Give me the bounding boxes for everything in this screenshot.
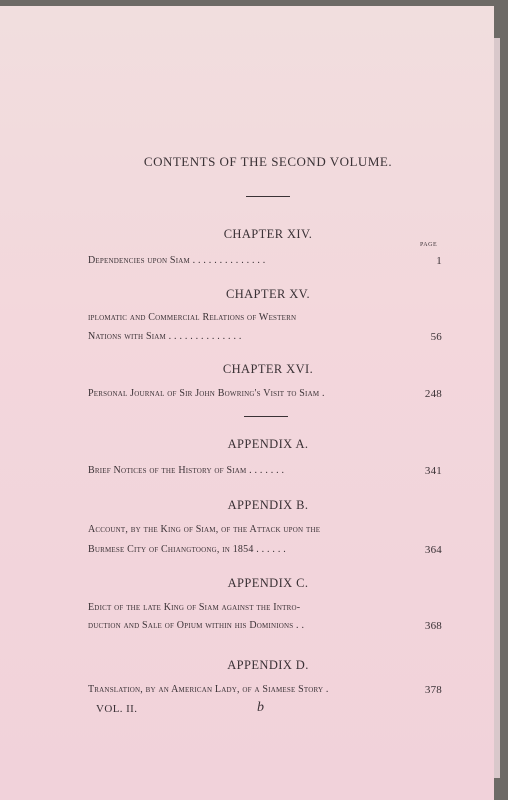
chapter-xiv-heading: CHAPTER XIV. [223,227,313,241]
page-number: 56 [430,331,442,343]
entry-text: Nations with Siam . . . . . . . . . . . . . . [88,331,242,342]
toc-entry-chapter-xvi [88,388,442,405]
entry-text: iplomatic and Commercial Relations of Western [88,312,297,323]
title-divider [246,196,290,197]
entry-text: duction and Sale of Opium within his Dominions . . [88,620,305,631]
section-divider [244,416,288,417]
appendix-d-heading: APPENDIX D. [227,658,309,672]
toc-entry-appendix-d [88,684,442,701]
entry-text: Brief Notices of the History of Siam . . . . . . . [88,465,285,476]
page-number: 1 [436,255,442,267]
toc-entry-appendix-a [88,465,442,482]
entry-text: Edict of the late King of Siam against the Intro- [88,602,301,613]
chapter-xv-heading: CHAPTER XV. [225,287,311,301]
page-edge [494,38,500,778]
toc-entry-chapter-xiv [88,255,442,272]
toc-entry-appendix-b [88,524,442,558]
page-number: 368 [424,620,442,632]
page-column-header: PAGE [420,242,438,248]
appendix-c-heading: APPENDIX C. [227,576,309,590]
page-number: 248 [424,388,442,400]
signature-mark: b [257,700,264,715]
chapter-xvi-heading: CHAPTER XVI. [222,362,314,376]
book-page [0,6,494,800]
appendix-a-heading: APPENDIX A. [227,437,309,451]
entry-text: Account, by the King of Siam, of the Attack upon the [88,524,321,535]
appendix-b-heading: APPENDIX B. [227,498,309,512]
entry-text: Personal Journal of Sir John Bowring's Visit to Siam . [88,388,325,399]
entry-text: Burmese City of Chiangtoong, in 1854 . . . . . . [88,544,286,555]
page-title: CONTENTS OF THE SECOND VOLUME. [143,154,393,169]
volume-footer: VOL. II. [96,703,138,715]
entry-text: Dependencies upon Siam . . . . . . . . . . . . . . [88,255,266,266]
page-number: 364 [424,544,442,556]
entry-text: Translation, by an American Lady, of a Siamese Story . [88,684,329,695]
page-number: 378 [424,684,442,696]
toc-entry-chapter-xv [88,312,442,346]
toc-entry-appendix-c [88,602,442,636]
page-number: 341 [424,465,442,477]
